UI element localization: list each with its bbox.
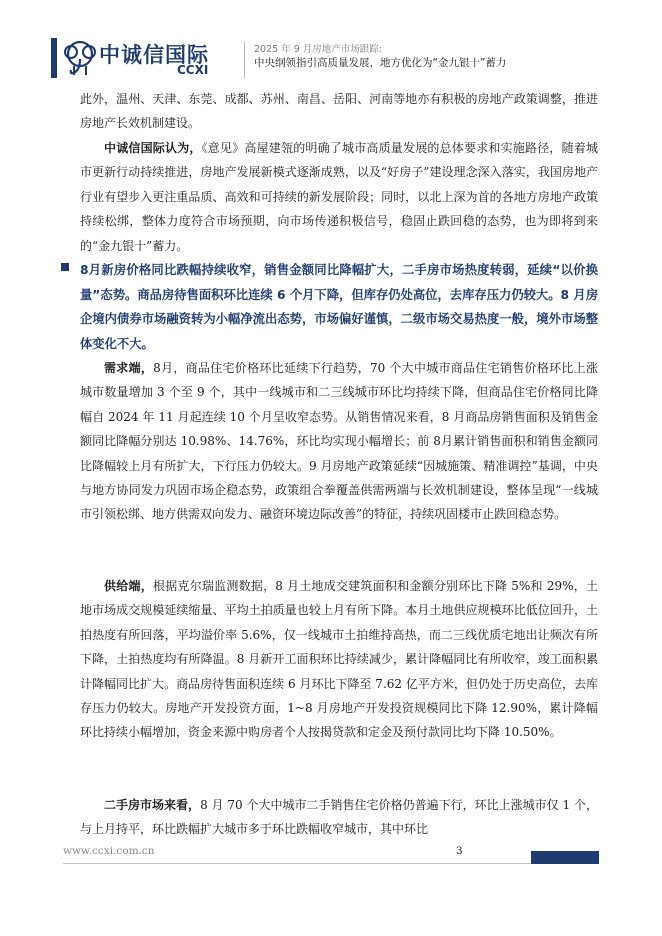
paragraph-lead: 需求端， <box>104 361 154 375</box>
paragraph-supply-side <box>80 574 598 745</box>
elephant-logo-icon <box>63 39 99 79</box>
paragraph-ccxi-view <box>80 136 598 258</box>
paragraph-lead: 供给端， <box>104 579 153 593</box>
report-title: 中央纲领指引高质量发展，地方优化为“金九银十”蓄力 <box>254 57 507 69</box>
logo-english-text: CCXI <box>177 63 209 77</box>
paragraph-text: 根据克尔瑞监测数据，8 月土地成交建筑面积和金额分别环比下降 5%和 29%，土地市场成交规模延续缩量、平均土拍质量也较上月有所下降。本月土地供应规模环比低位回升，土拍热度有所回落，平均溢价率 5.6%，仅一线城市土拍维持高热，而二三线优质宅地出让频次有所下降，土拍热度均有所降温。8 月新开工面积环比持续减少，累计降幅同比有所收窄，竣工面积累计降幅同比扩大。商品房待售面积连续 6 月环比下降至 7.62 亿平方米，但仍处于历史高位，去库存压力仍较大。房地产开发投资方面，1~8 月房地产开发投资规模同比下降 12.90%，累计降幅环比持续小幅增加，资金来源中购房者个人按揭贷款和定金及预付款同比均下降 10.50%。 <box>80 579 598 740</box>
paragraph-text: 8 月 70 个大中城市二手销售住宅价格仍普遍下行，环比上涨城市仅 1 个，与上月持平，环比跌幅扩大城市多于环比跌幅收窄城市，其中环比 <box>80 798 598 837</box>
paragraph-local-policy <box>80 87 598 136</box>
paragraph-lead: 二手房市场来看， <box>104 798 201 812</box>
company-logo <box>63 36 233 82</box>
key-finding-highlight: 8月新房价格同比跌幅持续收窄，销售金额同比降幅扩大，二手房市场热度转弱，延续“以价换量”态势。商品房待售面积环比连续 6 个月下降，但库存仍处高位，去库存压力仍较大。8 月房企境内债券市场融资转为小幅净流出态势，市场偏好谨慎，二级市场交易热度一般，境外市场整体变化不大。 <box>80 263 598 351</box>
footer-accent-block <box>531 851 599 864</box>
footer-rule <box>63 863 531 864</box>
header-divider <box>244 42 245 78</box>
report-subtitle: 2025 年 9 月房地产市场跟踪: <box>254 44 382 55</box>
paragraph-demand-side <box>80 356 598 527</box>
header-accent-bar <box>51 38 57 78</box>
page-number: 3 <box>456 845 463 857</box>
paragraph-text: 《意见》高屋建瓴的明确了城市高质量发展的总体要求和实施路径，随着城市更新行动持续推进，房地产发展新模式逐渐成熟，以及“好房子”建设理念深入落实，我国房地产行业有望步入更注重品质、高效和可持续的新发展阶段；同时，以北上深为首的各地方房地产政策持续松绑，整体力度符合市场预期，向市场传递积极信号，稳固止跌回稳的态势，也为即将到来的“金九银十”蓄力。 <box>80 141 598 253</box>
footer-website-link[interactable]: www.ccxi.com.cn <box>63 845 155 857</box>
paragraph-lead: 中诚信国际认为， <box>104 141 202 155</box>
paragraph-secondhand-market <box>80 793 598 842</box>
paragraph-text: 8月，商品住宅价格环比延续下行趋势，70 个大中城市商品住宅销售价格环比上涨城市数量增加 3 个至 9 个，其中一线城市和二三线城市环比均持续下降，但商品住宅价格同比降幅自 2024 年 11 月起连续 10 个月呈收窄态势。从销售情况来看，8 月商品房销售面积及销售金额同比降幅分别达 10.98%、14.76%，环比均实现小幅增长；前 8月累计销售面积和销售金额同比降幅较上月有所扩大，下行压力仍较大。9 月房地产政策延续“因城施策、精准调控”基调，中央与地方协同发力巩固市场企稳态势，政策组合拳覆盖供需两端与长效机制建设，整体呈现“一线城市引领松绑、地方供需双向发力、融资环境边际改善”的特征，持续巩固楼市止跌回稳态势。 <box>80 361 598 522</box>
bullet-square-icon <box>61 263 69 271</box>
paragraph-text: 此外，温州、天津、东莞、成都、苏州、南昌、岳阳、河南等地亦有积极的房地产政策调整，推进房地产长效机制建设。 <box>80 92 598 131</box>
logo-chinese-text: 中诚信国际 <box>99 43 209 67</box>
